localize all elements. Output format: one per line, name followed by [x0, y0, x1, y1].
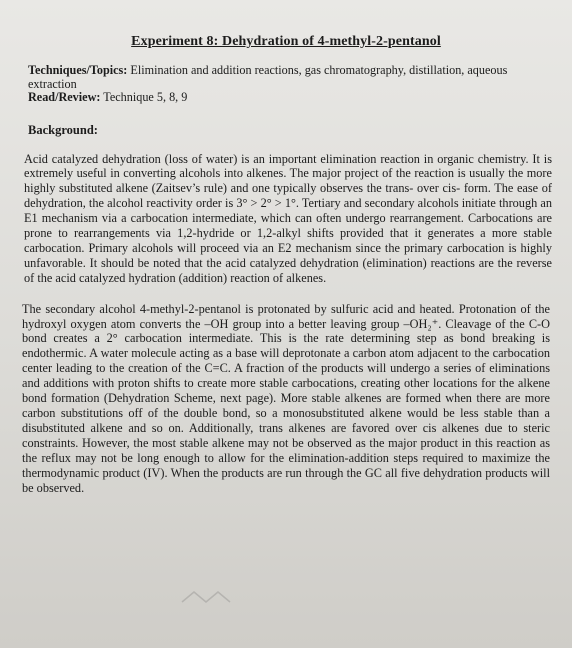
document-title: Experiment 8: Dehydration of 4-methyl-2-pentanol	[131, 34, 441, 49]
techniques-line	[28, 64, 554, 91]
background-paragraph-1: Acid catalyzed dehydration (loss of water) is an important elimination reaction in organic chemistry. It is extremely useful in converting alcohols into alkenes. The major project of the reaction is usually the more highly substituted alkene (Zaitsev’s rule) and one typically observes the trans- over cis- form. The ease of dehydration, the alcohol reactivity order is 3° > 2° > 1°. Tertiary and secondary alcohols initiate through an E1 mechanism via a carbocation intermediate, which can often undergo rearrangement. Carbocations are prone to rearrangements via 1,2-hydride or 1,2-alkyl shifts provided that it generates a more stable carbocation. Primary alcohols will proceed via an E2 mechanism since the primary carbocation is highly unfavorable. It should be noted that the acid catalyzed dehydration (elimination) reactions are the reverse of the acid catalyzed hydration (addition) reaction of alkenes.	[24, 151, 552, 285]
techniques-label: Techniques/Topics:	[28, 63, 128, 77]
read-review-line	[28, 91, 554, 105]
background-paragraph-2: The secondary alcohol 4-methyl-2-pentanol is protonated by sulfuric acid and heated. Protonation of the hydroxyl oxygen atom converts the –OH group into a better leaving group –OH₂⁺. Cleavage of the C-O bond creates a 2° carbocation intermediate. This is the rate determining step as bond breaking is endothermic. A water molecule acting as a base will deprotonate a carbon atom adjacent to the carbocation center leading to the creation of the C=C. A fraction of the products will undergo a series of eliminations and additions with proton shifts to create more stable carbocations, creating other locations for the alkene bond formation (Dehydration Scheme, next page). More stable alkenes are formed when there are more carbon substitutions off of the double bond, so a monosubstituted alkene would be less stable than a disubstituted alkene and so on. Additionally, trans alkenes are favored over cis alkenes due to steric constraints. However, the most stable alkene may not be observed as the major product in this reaction as the reflux may not be long enough to allow for the elimination-addition steps required to maximize the thermodynamic product (IV). When the products are run through the GC all five dehydration products will be observed.	[22, 301, 550, 495]
read-review-text: Technique 5, 8, 9	[100, 90, 188, 104]
techniques-text: Elimination and addition reactions, gas chromatography, distillation, aqueous extraction	[28, 63, 508, 91]
bleed-through-structure-icon	[180, 580, 240, 610]
read-review-label: Read/Review:	[28, 90, 101, 104]
background-heading: Background:	[28, 122, 98, 137]
